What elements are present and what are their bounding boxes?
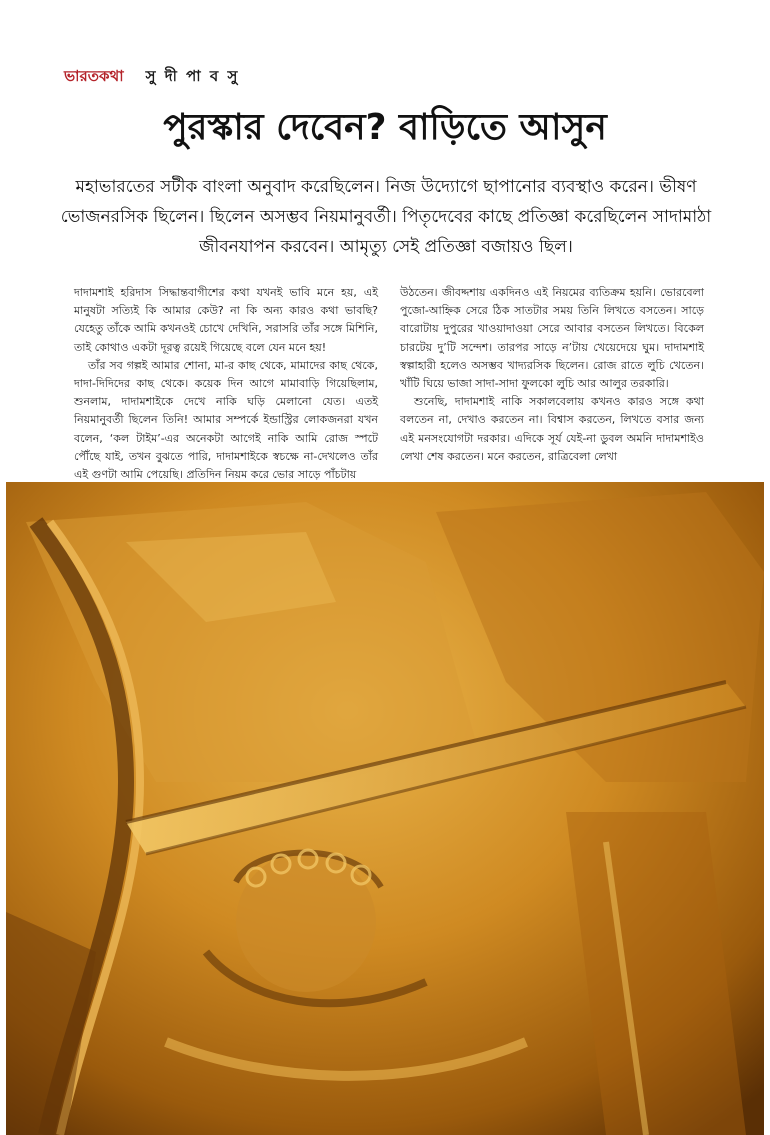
section-label: ভারতকথা [64,66,124,85]
paragraph: উঠতেন। জীবদ্দশায় একদিনও এই নিয়মের ব্যতিক্রম হয়নি। ভোরবেলা পুজো-আহ্নিক সেরে ঠিক সাতটার সময় তিনি লিখতে বসতেন। সাড়ে বারোটায় দুপুরের খাওয়াদাওয়া সেরে আবার বসতেন লিখতে। বিকেল চারটেয় দু’টি সন্দেশ। তারপর সাড়ে ন’টায় খেয়েদেয়ে ঘুম। দাদামশাই স্বল্পাহারী হলেও অসম্ভব খাদ্যরসিক ছিলেন। রোজ রাতে লুচি খেতেন। খাঁটি ঘিয়ে ভাজা সাদা-সাদা ফুলকো লুচি আর আলুর তরকারি। [400,286,704,391]
article-body [74,284,704,482]
standfirst: মহাভারতের সটীক বাংলা অনুবাদ করেছিলেন। নিজ উদ্যোগে ছাপানোর ব্যবস্থাও করেন। ভীষণ ভোজনরসিক ছিলেন। ছিলেন অসম্ভব নিয়মানুবর্তী। পিতৃদেবের কাছে প্রতিজ্ঞা করেছিলেন সাদামাঠা জীবনযাপন করবেন। আমৃত্যু সেই প্রতিজ্ঞা বজায়ও ছিল। [60,177,712,257]
author-name: সু দী পা ব সু [145,66,240,85]
paragraph: শুনেছি, দাদামশাই নাকি সকালবেলায় কখনও কারও সঙ্গে কথা বলতেন না, দেখাও করতেন না। বিশ্বাস করতেন, লিখতে বসার জন্য এই মনসংযোগটা দরকার। এদিকে সূর্য যেই-না ডুবল অমনি দাদামশাইও লেখা শেষ করতেন। মনে করতেন, রাত্রিবেলা লেখা [400,395,704,463]
stone-relief-photo [6,482,764,1135]
paragraph: তাঁর সব গল্পই আমার শোনা, মা-র কাছ থেকে, মামাদের কাছ থেকে, দাদা-দিদিদের কাছ থেকে। কয়েক দিন আগে মামাবাড়ি গিয়েছিলাম, শুনলাম, দাদামশাইকে দেখে নাকি ঘড়ি মেলানো যেত। এতই নিয়মানুবর্তী ছিলেন তিনি! আমার সম্পর্কে ইন্ডাস্ট্রির লোকজনরা যখন বলেন, ‘কল টাইম’-এর অনেকটা আগেই নাকি আমি রোজ স্পটে পৌঁছে যাই, তখন বুঝতে পারি, দাদামশাইকে স্বচক্ষে না-দেখলেও তাঁর এই গুণটা আমি পেয়েছি। প্রতিদিন নিয়ম করে ভোর সাড়ে পাঁচটায় [74,358,378,482]
relief-illustration [6,482,764,1135]
body-column-left [74,284,378,482]
headline: পুরস্কার দেবেন? বাড়িতে আসুন [163,107,607,148]
byline [64,64,239,90]
figure-head [236,852,376,992]
body-column-right [400,284,704,470]
paragraph: দাদামশাই হরিদাস সিদ্ধান্তবাগীশের কথা যখনই ভাবি মনে হয়, এই মানুষটা সত্যিই কি আমার কেউ? না কি অন্য কারও কথা ভাবছি? যেহেতু তাঁকে আমি কখনওই চোখে দেখিনি, সরাসরি তাঁর সঙ্গে মিশিনি, তাই কোথাও একটা দূরত্ব রয়েই গিয়েছে বলে যেন মনে হয়! [74,286,378,354]
